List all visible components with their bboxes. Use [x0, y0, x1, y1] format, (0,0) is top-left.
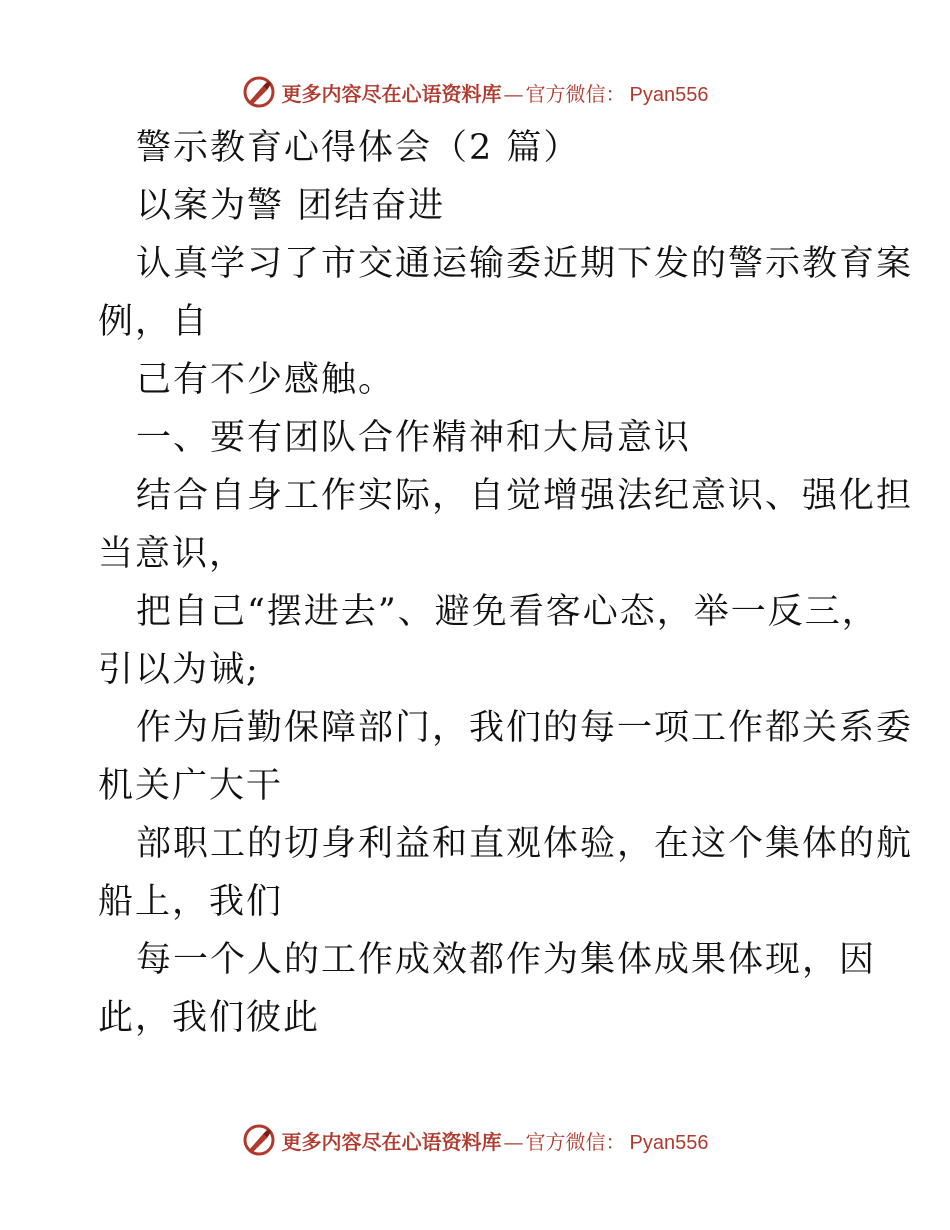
paragraph-line: 当意识， — [98, 534, 247, 574]
paragraph-line: 部职工的切身利益和直观体验，在这个集体的航 — [136, 824, 914, 864]
section-heading: 一、要有团队合作精神和大局意识 — [136, 418, 692, 458]
footer-wechat-id: Pyan556 — [629, 1131, 709, 1154]
paragraph-line: 机关广大干 — [98, 766, 284, 806]
footer-watermark-banner — [0, 1120, 950, 1160]
paragraph-line: 例，自 — [98, 302, 210, 342]
header-wechat-id: Pyan556 — [629, 83, 709, 106]
header-separator: — — [503, 81, 524, 106]
paragraph-line: 认真学习了市交通运输委近期下发的警示教育案 — [136, 244, 914, 284]
header-site-text: 更多内容尽在心语资料库 — [281, 81, 502, 106]
paragraph-line: 引以为诫; — [98, 650, 260, 690]
footer-separator: — — [503, 1129, 524, 1154]
paragraph-line: 每一个人的工作成效都作为集体成果体现，因 — [136, 940, 877, 980]
paragraph-line: 把自己“摆进去”、避免看客心态，举一反三， — [136, 592, 879, 632]
header-watermark-banner — [0, 72, 950, 112]
paragraph-line: 作为后勤保障部门，我们的每一项工作都关系委 — [136, 708, 914, 748]
paragraph-line: 结合自身工作实际，自觉增强法纪意识、强化担 — [136, 476, 914, 516]
pen-logo-icon — [242, 75, 276, 109]
footer-banner-text — [282, 1126, 709, 1155]
document-title: 警示教育心得体会（2 篇） — [136, 128, 581, 168]
footer-wechat-label: 官方微信： — [525, 1129, 626, 1154]
pen-logo-icon — [242, 1123, 276, 1157]
document-subtitle: 以案为警 团结奋进 — [136, 186, 446, 226]
header-banner-text — [282, 78, 709, 107]
paragraph-line: 船上，我们 — [98, 882, 284, 922]
paragraph-line: 己有不少感触。 — [136, 360, 396, 400]
footer-site-text: 更多内容尽在心语资料库 — [281, 1129, 502, 1154]
paragraph-line: 此，我们彼此 — [98, 998, 321, 1038]
header-wechat-label: 官方微信： — [525, 81, 626, 106]
